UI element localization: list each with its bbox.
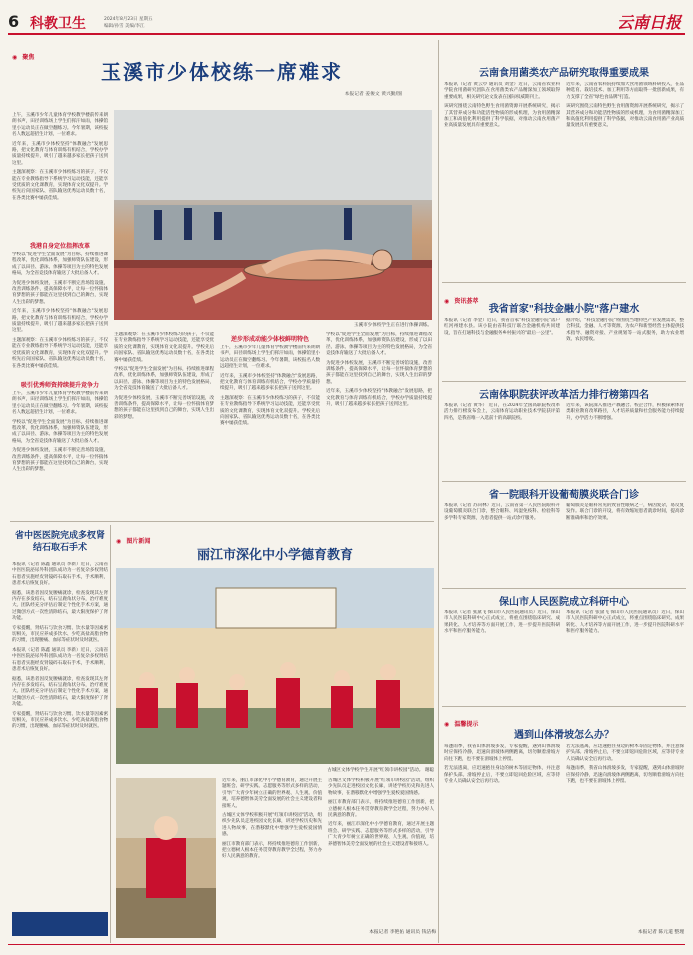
date-line: 2024年8月23日 星期五 bbox=[104, 17, 153, 22]
main-subhead-2: 吸引优秀师资持续提升竞争力 bbox=[20, 382, 99, 389]
main-p2e: 近年来，玉溪市少体校坚持"体教融合"发展思路，把文化教育与体育训练有机结合，学校办学质量持续提升，吸引了越来越多家长把孩子送到这里。 bbox=[220, 373, 320, 392]
header-rule bbox=[8, 33, 685, 35]
photo-feature-text-col2 bbox=[328, 778, 434, 938]
rs1-p1: 本报讯（记者 黄云亭 通讯员 刘金）近日，云南省农业科学院食用菌研究团队在食用菌类农产品精深加工领域取得重要成果，相关研究论文发表在国际权威期刊上。 bbox=[444, 82, 560, 100]
rs5-p1b: 本报讯（记者 张黛飞 保山市人民医院通讯员）近日，保山市人民医院科研中心正式成立，将重点围绕临床研究、成果转化、人才培养等方面开展工作，进一步提升医院科研水平和医疗服务能力。 bbox=[566, 610, 684, 635]
photo-feature-image bbox=[116, 568, 434, 764]
photo-feature-caption: 古城区文体学校学生开展"红领巾讲校园"活动。 谢聪 bbox=[327, 768, 434, 773]
sidebar-p3b: 专家提醒，肾结石与饮食习惯、饮水量等因素密切相关，市民应养成多饮水、少吃高盐高脂食物的习惯，出现腰痛、血尿等症状时及时就医。 bbox=[12, 711, 108, 730]
main-p4: 学校以"促进学生全面发展"为目标，持续推进课程改革，优化训练体系，加强师资队伍建设，形成了以田径、游泳、体操等项目为主的特色发展格局，为全省竞技体育输送了大批后备人才。 bbox=[12, 252, 108, 277]
rs2-p2: 据介绍，"科技金融小院"将围绕当地特色产业发展需求，整合科技、金融、人才等资源，为农户和新型经营主体提供技术指导、融资对接、产业规划等一站式服务，助力农业增效、农民增收。 bbox=[566, 318, 684, 343]
main-p1c: 上午，玉溪市少年儿童体育学校教学楼前传来朗朗书声，田径训练场上学生们挥汗如雨，体操馆里小运动员正在做空翻练习。今年暑期，该校报名人数远超招生计划，一位难求。 bbox=[12, 391, 108, 416]
rs1-p2b: 该研究围绕云南特色野生食用菌资源开展系统研究，揭示了其营养成分和功能活性物质的形成机理，为食用菌精深加工和高值化利用提供了科学依据，对推动云南食用菌产业高质量发展具有重要意义。 bbox=[566, 104, 684, 129]
sidebar-p2b: 据悉，该患者因反复腰痛就诊，检查发现其左肾内存在多发结石，结石呈鹿角状分布，治疗难度大。团队经充分评估后制定个性化手术方案，通过微创方式一次性清除结石，最大限度保护了肾功能。 bbox=[12, 676, 108, 708]
right-story6-col1 bbox=[444, 744, 560, 924]
main-p1: 上午，玉溪市少年儿童体育学校教学楼前传来朗朗书声，田径训练场上学生们挥汗如雨，体操馆里小运动员正在做空翻练习。今年暑期，该校报名人数远超招生计划，一位难求。 bbox=[12, 113, 108, 138]
main-p3b: 主题深观察：在玉溪市少体校练习的孩子，不仅能在专业教练指导下系统学习运动技能，还能享受优质的文化课教育，实现体育文化双提升。学校先后向国家队、省队输送优秀运动员数十名，在各类比赛中屡获佳绩。 bbox=[12, 337, 108, 369]
focus-tag-icon: ◉ bbox=[12, 54, 18, 61]
rs3-p1: 本报讯（记者 黄华） 近日，在2024年全国高职院校改革活力排行榜发布会上，云南体育运动职业技术学院获评第四名，是我省唯一入选前十的高职院校。 bbox=[444, 403, 560, 421]
sidebar-p1: 本报讯（记者 陈鑫 通讯员 李新）近日，云南省中医医院泌尿外科团队成功为一名复杂多杈肾结石患者实施经皮肾镜碎石取石手术，手术顺利，患者术后恢复良好。 bbox=[12, 562, 108, 587]
main-p2b: 近年来，玉溪市少体校坚持"体教融合"发展思路，把文化教育与体育训练有机结合，学校办学质量持续提升，吸引了越来越多家长把孩子送到这里。 bbox=[12, 309, 108, 334]
rs6-p2: 若无法逃离，应迅速抱住身边的树木等固定物体，并注意保护头部。滑坡停止后，不要立即返回危险区域，应等待专业人员确认安全后再行动。 bbox=[444, 766, 560, 785]
right-story1-headline: 云南食用菌类农产品研究取得重要成果 bbox=[479, 68, 649, 79]
main-text-col4 bbox=[326, 332, 432, 517]
sidebar-p2: 据悉，该患者因反复腰痛就诊，检查发现其左肾内存在多发结石，结石呈鹿角状分布，治疗难度大。团队经充分评估后制定个性化手术方案，通过微创方式一次性清除结石，最大限度保护了肾功能。 bbox=[12, 590, 108, 622]
tips-tag: 温馨提示 bbox=[454, 721, 479, 728]
main-photo bbox=[114, 110, 432, 320]
sidebar-text bbox=[12, 562, 108, 902]
main-text-col1b bbox=[12, 252, 108, 377]
focus-tag: 聚焦 bbox=[22, 54, 35, 61]
right-story2-col2 bbox=[566, 318, 684, 376]
right-rule-1 bbox=[442, 282, 686, 283]
right-column-divider bbox=[438, 40, 439, 943]
main-p3e: 主题深观察：在玉溪市少体校练习的孩子，不仅能在专业教练指导下系统学习运动技能，还能享受优质的文化课教育，实现体育文化双提升。学校先后向国家队、省队输送优秀运动员数十名，在各类比赛中屡获佳绩。 bbox=[220, 395, 320, 427]
photo-feature-headline: 丽江市深化中小学德育教育 bbox=[196, 548, 353, 563]
right-story6-col2 bbox=[566, 744, 684, 924]
right-story1-col1 bbox=[444, 82, 560, 276]
sidebar-ad-banner bbox=[12, 912, 108, 936]
right-story5-col1 bbox=[444, 610, 560, 702]
section-title: 科教卫生 bbox=[30, 16, 86, 32]
right-rule-4 bbox=[442, 588, 686, 589]
main-p4c: 学校以"促进学生全面发展"为目标，持续推进课程改革，优化训练体系，加强师资队伍建设，形成了以田径、游泳、体操等项目为主的特色发展格局，为全省竞技体育输送了大批后备人才。 bbox=[12, 419, 108, 444]
right-story5-headline: 保山市人民医院成立科研中心 bbox=[499, 597, 629, 608]
bottom-byline: 本报记者 李艳佑 通讯员 钱洁梅 bbox=[369, 930, 436, 935]
pf-p1: 近年来，丽江市深化中小学德育教育，通过开展主题班会、研学实践、志愿服务等形式多样的活动，引导广大青少年树立正确的世界观、人生观、价值观，培养德智体美劳全面发展的社会主义建设者和接班人。 bbox=[222, 778, 322, 809]
photo-feature-text-col1 bbox=[222, 778, 322, 938]
right-rule-3 bbox=[442, 481, 686, 482]
right-story4-headline: 省一院眼科开设葡萄膜炎联合门诊 bbox=[489, 490, 639, 501]
sidebar-divider bbox=[110, 525, 111, 943]
right-story2-col1 bbox=[444, 318, 560, 376]
sidebar-p3: 专家提醒，肾结石与饮食习惯、饮水量等因素密切相关，市民应养成多饮水、少吃高盐高脂食物的习惯，出现腰痛、血尿等症状时及时就医。 bbox=[12, 625, 108, 644]
main-p5f: 为促进少体校发展，玉溪市不断完善场馆设施，改善训练条件，提高保障水平，让每一位怀揣体育梦想的孩子都能在这里找到自己的舞台，实现人生出彩的梦想。 bbox=[326, 360, 432, 385]
main-text-col1 bbox=[12, 113, 108, 202]
rs1-p2: 该研究围绕云南特色野生食用菌资源开展系统研究，揭示了其营养成分和功能活性物质的形成机理，为食用菌精深加工和高值化利用提供了科学依据，对推动云南食用菌产业高质量发展具有重要意义。 bbox=[444, 104, 560, 129]
pf-p3: 丽江市教育部门表示，将持续推进德育工作创新，把立德树人根本任务贯穿教育教学全过程，努力办好人民满意的教育。 bbox=[222, 841, 322, 860]
pf-p3b: 丽江市教育部门表示，将持续推进德育工作创新，把立德树人根本任务贯穿教育教学全过程，努力办好人民满意的教育。 bbox=[328, 800, 434, 819]
main-story-bottom-rule bbox=[10, 521, 434, 522]
main-p2f: 近年来，玉溪市少体校坚持"体教融合"发展思路，把文化教育与体育训练有机结合，学校办学质量持续提升，吸引了越来越多家长把孩子送到这里。 bbox=[326, 389, 432, 408]
main-headline: 玉溪市少体校练一席难求 bbox=[101, 60, 343, 84]
main-p5d: 为促进少体校发展，玉溪市不断完善场馆设施，改善训练条件，提高保障水平，让每一位怀揣体育梦想的孩子都能在这里找到自己的舞台，实现人生出彩的梦想。 bbox=[114, 395, 214, 420]
rs6-p1: 每逢雨季，我省山体滑坡多发，专家提醒，遇到山体滑坡时应保持冷静，迅速向滑坡体两侧跑离，切勿顺着滑坡方向往下跑，也不要在滑坡体上停留。 bbox=[444, 744, 560, 762]
editors-line: 编辑/孙雪 美编/李江 bbox=[104, 24, 145, 29]
pf-p1b: 近年来，丽江市深化中小学德育教育，通过开展主题班会、研学实践、志愿服务等形式多样的活动，引导广大青少年树立正确的世界观、人生观、价值观，培养德智体美劳全面发展的社会主义建设者和接班人。 bbox=[328, 822, 434, 847]
classroom-photo-illustration bbox=[116, 568, 434, 764]
page-number: 6 bbox=[8, 12, 20, 31]
main-p4f: 学校以"促进学生全面发展"为目标，持续推进课程改革，优化训练体系，加强师资队伍建设，形成了以田径、游泳、体操等项目为主的特色发展格局，为全省竞技体育输送了大批后备人才。 bbox=[326, 332, 432, 357]
footer-rule bbox=[8, 944, 685, 945]
right-story1-col2 bbox=[566, 82, 684, 276]
main-p1e: 上午，玉溪市少年儿童体育学校教学楼前传来朗朗书声，田径训练场上学生们挥汗如雨，体操馆里小运动员正在做空翻练习。今年暑期，该校报名人数远超招生计划，一位难求。 bbox=[220, 345, 320, 370]
sidebar-p1b: 本报讯（记者 陈鑫 通讯员 李新）近日，云南省中医医院泌尿外科团队成功为一名复杂多杈肾结石患者实施经皮肾镜碎石取石手术，手术顺利，患者术后恢复良好。 bbox=[12, 647, 108, 673]
main-p2: 近年来，玉溪市少体校坚持"体教融合"发展思路，把文化教育与体育训练有机结合，学校办学质量持续提升，吸引了越来越多家长把孩子送到这里。 bbox=[12, 141, 108, 166]
news-digest-icon: ◉ bbox=[444, 298, 450, 305]
photo-news-tag: 图片新闻 bbox=[126, 538, 151, 545]
main-p4d: 学校以"促进学生全面发展"为目标，持续推进课程改革，优化训练体系，加强师资队伍建设，形成了以田径、游泳、体操等项目为主的特色发展格局，为全省竞技体育输送了大批后备人才。 bbox=[114, 367, 214, 392]
main-p5c: 为促进少体校发展，玉溪市不断完善场馆设施，改善训练条件，提高保障水平，让每一位怀揣体育梦想的孩子都能在这里找到自己的舞台，实现人生出彩的梦想。 bbox=[12, 448, 108, 473]
students-photo-illustration bbox=[116, 778, 216, 938]
right-story3-col2 bbox=[566, 403, 684, 475]
news-digest-tag: 资讯荟萃 bbox=[454, 298, 479, 305]
sidebar-headline: 省中医医院完成多杈肾结石取石手术 bbox=[14, 531, 105, 553]
right-story2-headline: 我省首家"科技金融小院"落户建水 bbox=[488, 304, 640, 315]
rs4-p2: 葡萄膜炎是眼科常见的致盲性眼病之一，病因复杂，易反复发作。联合门诊的开设，将有效缩短患者就诊时间，提高诊断准确率和治疗效果。 bbox=[566, 503, 684, 521]
photo-news-tag-icon: ◉ bbox=[116, 538, 122, 545]
main-text-col2 bbox=[114, 332, 214, 517]
masthead-logo: 云南日报 bbox=[616, 13, 681, 32]
main-text-col3 bbox=[220, 345, 320, 517]
main-p5: 为促进少体校发展，玉溪市不断完善场馆设施，改善训练条件，提高保障水平，让每一位怀揣体育梦想的孩子都能在这里找到自己的舞台，实现人生出彩的梦想。 bbox=[12, 280, 108, 305]
rs6-p1b: 每逢雨季，我省山体滑坡多发，专家提醒，遇到山体滑坡时应保持冷静，迅速向滑坡体两侧跑离，切勿顺着滑坡方向往下跑，也不要在滑坡体上停留。 bbox=[566, 766, 684, 785]
rs2-p1: 本报讯（记者 李金）近日，我省首家"科技金融小院"落户红河州建水县。该小院由省科技厅联合金融机构共同建设，旨在打通科技与金融服务乡村振兴的"最后一公里"。 bbox=[444, 318, 560, 336]
right-story4-col2 bbox=[566, 503, 684, 583]
rs5-p1: 本报讯（记者 张黛飞 保山市人民医院通讯员）近日，保山市人民医院科研中心正式成立，将重点围绕临床研究、成果转化、人才培养等方面开展工作，进一步提升医院科研水平和医疗服务能力。 bbox=[444, 610, 560, 635]
right-story6-byline: 本报记者 陈元道 整理 bbox=[637, 930, 684, 935]
main-text-col1c bbox=[12, 391, 108, 513]
rs4-p1: 本报讯（记者 苏向林）近日，云南省第一人民医院眼科开设葡萄膜炎联合门诊，整合眼科、风湿免疫科、检验科等多学科专家资源，为患者提供一站式诊疗服务。 bbox=[444, 503, 560, 521]
rs3-p2: 近年来，该院深入推进产教融合、校企合作，积极探索体育类职业教育改革路径，人才培养质量和社会服务能力持续提升，办学活力不断增强。 bbox=[566, 403, 684, 421]
rs6-p2b: 若无法逃离，应迅速抱住身边的树木等固定物体，并注意保护头部。滑坡停止后，不要立即返回危险区域，应等待专业人员确认安全后再行动。 bbox=[566, 744, 684, 762]
right-rule-5 bbox=[442, 706, 686, 707]
right-story6-headline: 遇到山体滑坡怎么办？ bbox=[514, 730, 614, 741]
main-photo-caption: 玉溪市少体校学生正在进行体操训练。 bbox=[353, 323, 432, 328]
right-story3-headline: 云南体职院获评改革活力排行榜第四名 bbox=[479, 390, 649, 401]
gymnastics-photo-illustration bbox=[114, 110, 432, 320]
main-subhead-3: 逆步形成动能少体校鲜明特色 bbox=[230, 336, 309, 343]
right-story3-col1 bbox=[444, 403, 560, 475]
tips-icon: ◉ bbox=[444, 721, 450, 728]
rs1-p3: 近年来，云南省农科院持续加大食用菌领域科研投入，在品种选育、栽培技术、加工利用等方面取得一批创新成果，有力支撑了全省"绿色食品牌"打造。 bbox=[566, 82, 684, 100]
main-p3: 主题深观察：在玉溪市少体校练习的孩子，不仅能在专业教练指导下系统学习运动技能，还能享受优质的文化课教育，实现体育文化双提升。学校先后向国家队、省队输送优秀运动员数十名，在各类比赛中屡获佳绩。 bbox=[12, 170, 108, 201]
main-p3d: 主题深观察：在玉溪市少体校练习的孩子，不仅能在专业教练指导下系统学习运动技能，还能享受优质的文化课教育，实现体育文化双提升。学校先后向国家队、省队输送优秀运动员数十名，在各类比赛中屡获佳绩。 bbox=[114, 332, 214, 363]
pf-p2b: 古城区文体学校积极开展"红领巾讲校园"活动，组织少先队员走进校园文化长廊，讲述学校历史和先进人物故事，在潜移默化中增强学生爱校爱国情感。 bbox=[328, 778, 434, 796]
main-byline: 本报记者 姜俊文 黄兴勤/图 bbox=[344, 92, 402, 97]
main-subhead-1: 我港自身定位指挥改革 bbox=[29, 243, 90, 250]
right-story4-col1 bbox=[444, 503, 560, 583]
right-rule-2 bbox=[442, 381, 686, 382]
right-story5-col2 bbox=[566, 610, 684, 702]
photo-feature-small-image bbox=[116, 778, 216, 938]
pf-p2: 古城区文体学校积极开展"红领巾讲校园"活动，组织少先队员走进校园文化长廊，讲述学校历史和先进人物故事，在潜移默化中增强学生爱校爱国情感。 bbox=[222, 813, 322, 838]
